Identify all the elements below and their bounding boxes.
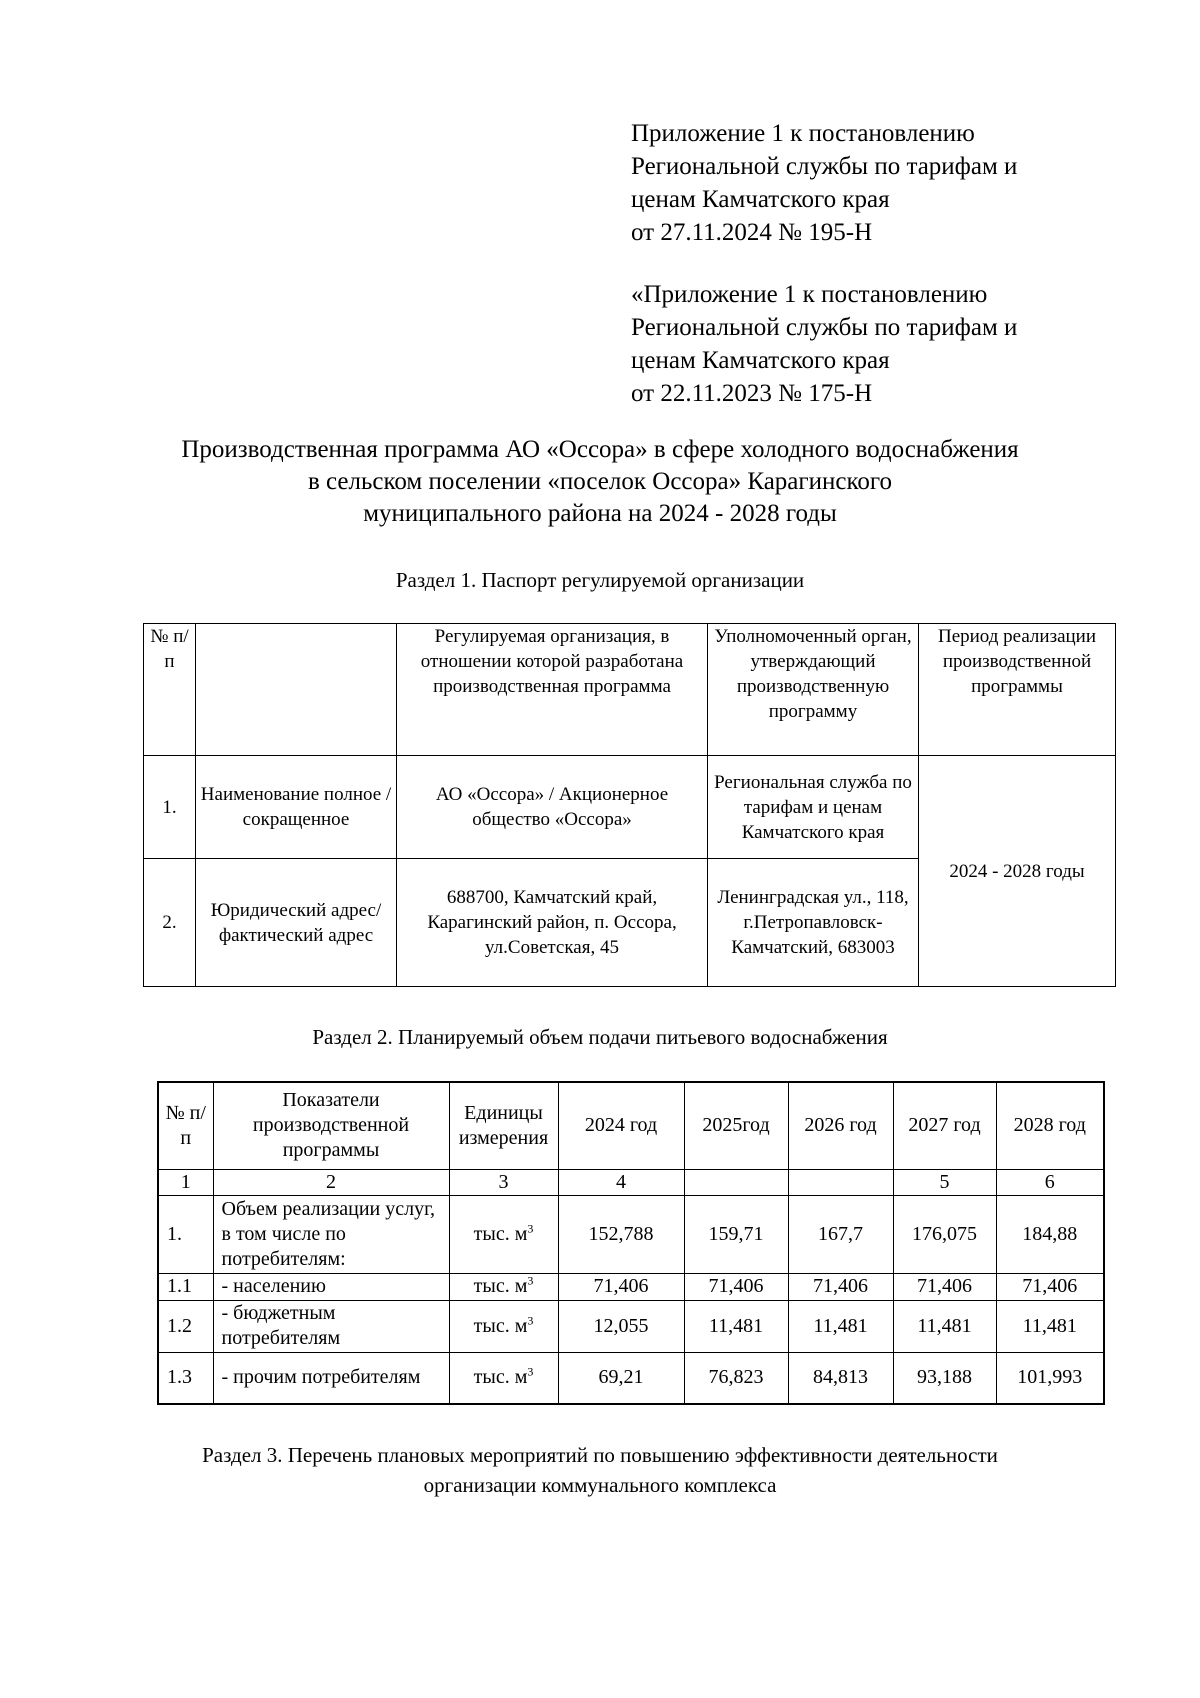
unit-text: тыс. м — [473, 1222, 528, 1245]
passport-table — [143, 623, 1116, 987]
row-units — [449, 1273, 558, 1300]
col-number: 1 — [158, 1169, 213, 1195]
header-year: 2026 год — [788, 1082, 893, 1169]
section3-title — [80, 1440, 1120, 1500]
annex-line: Региональной службы по тарифам и — [631, 153, 1018, 180]
header-year: 2024 год — [558, 1082, 684, 1169]
table-row — [158, 1352, 1104, 1404]
value-cell: 159,71 — [684, 1195, 788, 1273]
col-number: 6 — [996, 1169, 1104, 1195]
row-org: 688700, Камчатский край, Карагинский район, п. Оссора, ул.Советская, 45 — [397, 859, 708, 987]
unit-sup: 3 — [527, 1364, 534, 1379]
annex-line: Приложение 1 к постановлению — [631, 120, 975, 147]
table-row — [158, 1273, 1104, 1300]
value-cell: 71,406 — [893, 1273, 996, 1300]
header-period: Период реализации производственной программы — [919, 624, 1116, 756]
row-label: - прочим потребителям — [213, 1352, 449, 1404]
value-cell: 11,481 — [893, 1300, 996, 1352]
volume-table — [157, 1081, 1105, 1405]
document-title — [100, 434, 1100, 530]
row-units — [449, 1352, 558, 1404]
col-number: 4 — [558, 1169, 684, 1195]
annex-line: Региональной службы по тарифам и — [631, 314, 1018, 341]
title-line: Производственная программа АО «Оссора» в сфере холодного водоснабжения — [181, 436, 1019, 463]
column-number-row — [158, 1169, 1104, 1195]
annex-previous — [631, 278, 1111, 410]
row-label: Юридический адрес/фактический адрес — [196, 859, 397, 987]
section3-title-line: организации коммунального комплекса — [423, 1473, 777, 1497]
row-authority: Региональная служба по тарифам и ценам Камчатского края — [708, 756, 919, 859]
value-cell: 11,481 — [684, 1300, 788, 1352]
row-authority: Ленинградская ул., 118, г.Петропавловск-Камчатский, 683003 — [708, 859, 919, 987]
table-header-row — [158, 1082, 1104, 1169]
row-label: Наименование полное / сокращенное — [196, 756, 397, 859]
value-cell: 71,406 — [996, 1273, 1104, 1300]
table-row — [158, 1195, 1104, 1273]
period-value: 2024 - 2028 годы — [919, 756, 1116, 987]
col-number: 5 — [893, 1169, 996, 1195]
row-num: 1.3 — [158, 1352, 213, 1404]
table-row — [144, 756, 1116, 859]
row-num: 1.2 — [158, 1300, 213, 1352]
annex-line: от 22.11.2023 № 175-Н — [631, 380, 873, 407]
value-cell: 167,7 — [788, 1195, 893, 1273]
annex-current — [631, 117, 1111, 249]
value-cell: 184,88 — [996, 1195, 1104, 1273]
row-num: 1.1 — [158, 1273, 213, 1300]
row-org: АО «Оссора» / Акционерное общество «Оссора» — [397, 756, 708, 859]
row-num: 1. — [144, 756, 196, 859]
value-cell: 71,406 — [788, 1273, 893, 1300]
value-cell: 176,075 — [893, 1195, 996, 1273]
unit-sup: 3 — [527, 1273, 534, 1288]
value-cell: 71,406 — [558, 1273, 684, 1300]
col-number: 2 — [213, 1169, 449, 1195]
col-number — [684, 1169, 788, 1195]
value-cell: 101,993 — [996, 1352, 1104, 1404]
annex-line: «Приложение 1 к постановлению — [631, 281, 988, 308]
header-authority: Уполномоченный орган, утверждающий производственную программу — [708, 624, 919, 756]
row-units — [449, 1195, 558, 1273]
col-number — [788, 1169, 893, 1195]
row-num: 2. — [144, 859, 196, 987]
value-cell: 11,481 — [788, 1300, 893, 1352]
header-org: Регулируемая организация, в отношении которой разработана производственная программа — [397, 624, 708, 756]
header-indicator: Показатели производственной программы — [213, 1082, 449, 1169]
section2-title: Раздел 2. Планируемый объем подачи питьевого водоснабжения — [312, 1025, 888, 1049]
header-blank — [196, 624, 397, 756]
unit-text: тыс. м — [473, 1275, 528, 1297]
header-num: № п/п — [158, 1082, 213, 1169]
section1-title: Раздел 1. Паспорт регулируемой организации — [395, 568, 805, 592]
table-header-row — [144, 624, 1116, 756]
header-year: 2027 год — [893, 1082, 996, 1169]
unit-sup: 3 — [527, 1220, 534, 1235]
title-line: в сельском поселении «поселок Оссора» Карагинского — [307, 468, 893, 495]
value-cell: 152,788 — [558, 1195, 684, 1273]
value-cell: 11,481 — [996, 1300, 1104, 1352]
row-label: - бюджетным потребителям — [213, 1300, 449, 1352]
title-line: муниципального района на 2024 - 2028 годы — [363, 500, 837, 527]
row-label: - населению — [213, 1273, 449, 1300]
annex-line: ценам Камчатского края — [631, 186, 890, 213]
value-cell: 71,406 — [684, 1273, 788, 1300]
header-units: Единицы измерения — [449, 1082, 558, 1169]
header-year: 2028 год — [996, 1082, 1104, 1169]
header-year: 2025год — [684, 1082, 788, 1169]
header-num: № п/п — [144, 624, 196, 756]
unit-sup: 3 — [527, 1312, 534, 1327]
value-cell: 76,823 — [684, 1352, 788, 1404]
row-units — [449, 1300, 558, 1352]
value-cell: 84,813 — [788, 1352, 893, 1404]
unit-text: тыс. м — [473, 1314, 528, 1337]
unit-text: тыс. м — [473, 1366, 528, 1389]
table-row — [158, 1300, 1104, 1352]
section3-title-line: Раздел 3. Перечень плановых мероприятий по повышению эффективности деятельности — [202, 1443, 998, 1467]
row-num: 1. — [158, 1195, 213, 1273]
col-number: 3 — [449, 1169, 558, 1195]
value-cell: 12,055 — [558, 1300, 684, 1352]
row-label: Объем реализации услуг, в том числе по потребителям: — [213, 1195, 449, 1273]
value-cell: 93,188 — [893, 1352, 996, 1404]
annex-line: от 27.11.2024 № 195-Н — [631, 219, 873, 246]
annex-line: ценам Камчатского края — [631, 347, 890, 374]
value-cell: 69,21 — [558, 1352, 684, 1404]
